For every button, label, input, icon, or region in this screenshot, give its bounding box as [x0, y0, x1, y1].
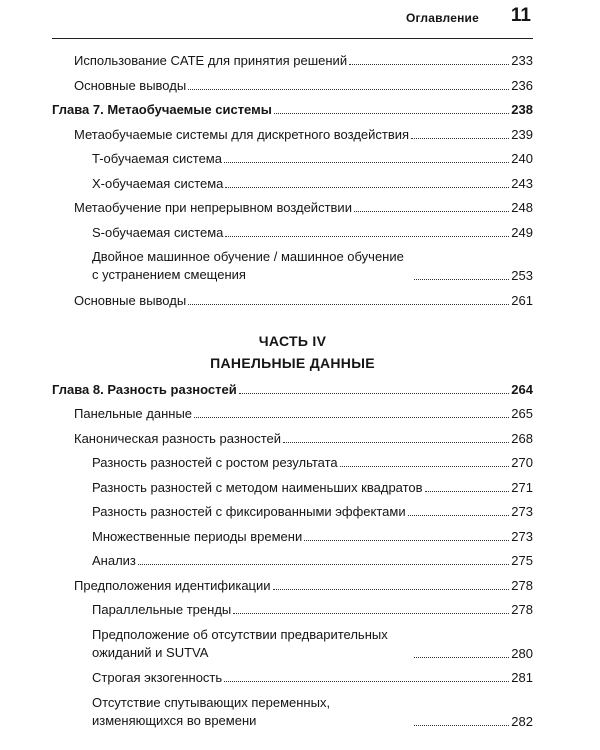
- dot-leader: [414, 725, 509, 726]
- toc-entry-title: Параллельные тренды: [92, 602, 232, 617]
- toc-entry[interactable]: [52, 503, 533, 520]
- toc-entry-title: Панельные данные: [74, 406, 193, 421]
- toc-entry-page: 268: [511, 430, 533, 446]
- toc-entry[interactable]: [52, 199, 533, 216]
- dot-leader: [349, 64, 509, 65]
- toc-entry-page: 249: [511, 224, 533, 240]
- toc-entry[interactable]: [52, 479, 533, 496]
- running-title: Оглавление: [406, 11, 479, 25]
- toc-entry[interactable]: [52, 175, 533, 192]
- dot-leader: [225, 236, 509, 237]
- toc-entry[interactable]: [52, 150, 533, 167]
- toc-entry[interactable]: [52, 669, 533, 686]
- toc-entry-page: 261: [511, 292, 533, 308]
- dot-leader: [138, 564, 509, 565]
- toc-entry[interactable]: [52, 552, 533, 569]
- toc-entry[interactable]: [52, 694, 533, 730]
- dot-leader: [304, 540, 509, 541]
- dot-leader: [188, 304, 509, 305]
- toc-entry-page: 282: [511, 713, 533, 729]
- toc-entry-title: Использование CATE для принятия решений: [74, 53, 348, 68]
- toc-entry-title: Разность разностей с методом наименьших квадратов: [92, 479, 423, 495]
- toc-entry-title: Глава 7. Метаобучаемые системы: [52, 102, 272, 117]
- toc-entry-title: Метаобучаемые системы для дискретного воздействия: [74, 126, 410, 142]
- toc-entry-title: Строгая экзогенность: [92, 670, 223, 685]
- toc-entry-title: T-обучаемая система: [92, 151, 222, 166]
- dot-leader: [340, 466, 510, 467]
- dot-leader: [354, 211, 509, 212]
- dot-leader: [239, 393, 510, 394]
- toc-entry[interactable]: [52, 292, 533, 309]
- toc-entry-title: Глава 8. Разность разностей: [52, 381, 237, 397]
- dot-leader: [224, 162, 509, 163]
- toc-entry-page: 264: [511, 381, 533, 397]
- toc-entry-page: 278: [511, 602, 533, 617]
- toc-entry-page: 248: [511, 200, 533, 215]
- dot-leader: [224, 681, 509, 682]
- toc-entry[interactable]: [52, 626, 533, 662]
- toc-entry-title: S-обучаемая система: [92, 224, 224, 240]
- toc-entry-title: Множественные периоды времени: [92, 528, 303, 544]
- toc-entry[interactable]: [52, 430, 533, 447]
- toc-entry-title: Основные выводы: [74, 292, 187, 308]
- dot-leader: [274, 113, 509, 114]
- toc-entry-page: 236: [511, 77, 533, 93]
- toc-entry-page: 243: [511, 175, 533, 191]
- part-title: ПАНЕЛЬНЫЕ ДАННЫЕ: [210, 354, 375, 371]
- toc-entry-title: Отсутствие спутывающих переменных, изменяющихся во времени: [92, 694, 331, 728]
- dot-leader: [414, 279, 509, 280]
- toc-entry-title: Анализ: [92, 553, 136, 568]
- toc-entry[interactable]: [52, 126, 533, 143]
- toc-entry-page: 240: [511, 151, 533, 166]
- toc-entry-page: 253: [511, 268, 533, 283]
- toc-entry-page: 239: [511, 126, 533, 142]
- dot-leader: [225, 187, 509, 188]
- toc-entry-title: Предположение об отсутствии предварительных ожиданий и SUTVA: [92, 626, 388, 660]
- toc-entry-title: Каноническая разность разностей: [74, 430, 282, 446]
- toc-entry-page: 273: [511, 504, 533, 519]
- part-heading: [52, 330, 533, 374]
- toc-entry[interactable]: [52, 528, 533, 545]
- toc-entry[interactable]: [52, 405, 533, 422]
- toc-entry-page: 281: [511, 670, 533, 685]
- toc-entry-page: 265: [511, 406, 533, 421]
- toc-entry-title: Предположения идентификации: [74, 577, 271, 593]
- toc-entry-page: 238: [511, 102, 533, 117]
- toc-chapter-entry[interactable]: [52, 101, 533, 118]
- toc-entry[interactable]: [52, 577, 533, 594]
- toc-entry[interactable]: [52, 454, 533, 471]
- toc-entry-title: Двойное машинное обучение / машинное обучение с устранением смещения: [92, 249, 404, 282]
- toc-entry-title: Основные выводы: [74, 77, 187, 93]
- dot-leader: [233, 613, 509, 614]
- toc-entry-title: X-обучаемая система: [92, 175, 224, 191]
- toc-entry-title: Разность разностей с фиксированными эффектами: [92, 504, 406, 519]
- toc-entry[interactable]: [52, 224, 533, 241]
- toc-entry-page: 271: [511, 479, 533, 495]
- toc-entry[interactable]: [52, 248, 533, 284]
- toc-entry-page: 233: [511, 53, 533, 68]
- toc-entry-page: 270: [511, 455, 533, 470]
- part-number: ЧАСТЬ IV: [258, 332, 327, 349]
- dot-leader: [408, 515, 510, 516]
- toc-section-bottom: [52, 381, 533, 730]
- dot-leader: [273, 589, 510, 590]
- toc-entry-page: 278: [511, 577, 533, 593]
- dot-leader: [414, 657, 509, 658]
- dot-leader: [188, 89, 509, 90]
- toc-entry-page: 273: [511, 528, 533, 544]
- toc-entry-page: 275: [511, 553, 533, 568]
- toc-entry[interactable]: [52, 52, 533, 69]
- toc-section-top: [52, 52, 533, 309]
- toc-chapter-entry[interactable]: [52, 381, 533, 398]
- toc-entry-title: Разность разностей с ростом результата: [92, 455, 338, 470]
- dot-leader: [283, 442, 509, 443]
- toc-entry-title: Метаобучение при непрерывном воздействии: [74, 200, 352, 215]
- page-header: [52, 0, 533, 39]
- toc-entry[interactable]: [52, 601, 533, 618]
- table-of-contents: [52, 52, 533, 737]
- toc-entry[interactable]: [52, 77, 533, 94]
- dot-leader: [194, 417, 509, 418]
- dot-leader: [425, 491, 510, 492]
- dot-leader: [411, 138, 509, 139]
- page-number: 11: [510, 5, 531, 26]
- toc-entry-page: 280: [511, 645, 533, 661]
